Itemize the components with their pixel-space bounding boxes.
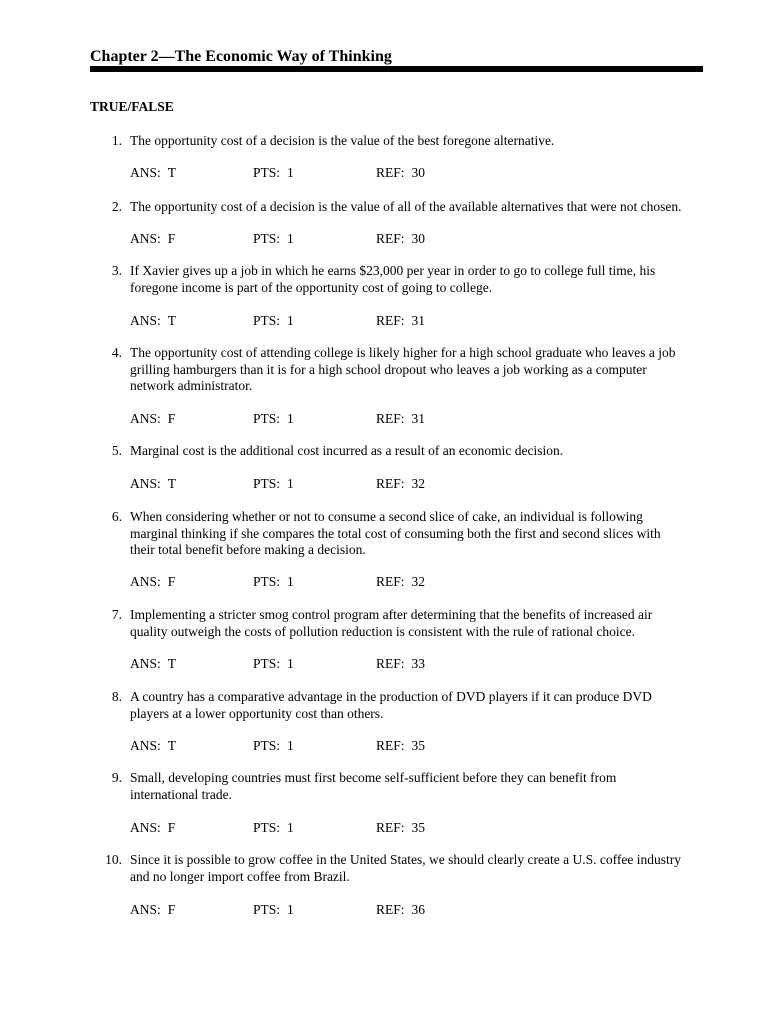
answer-value: F (167, 902, 176, 917)
reference-cell (376, 165, 425, 181)
reference-label: REF: (376, 165, 405, 180)
question-text-line: Small, developing countries must first become self-sufficient before they can benefit from (130, 770, 617, 785)
points-value: 1 (287, 165, 294, 180)
question-number: 5. (111, 443, 122, 458)
points-label: PTS: (253, 656, 281, 671)
question-number: 8. (111, 689, 122, 704)
question-text-line: If Xavier gives up a job in which he earns $23,000 per year in order to go to college full time, his (130, 263, 656, 278)
question-text-line: Implementing a stricter smog control program after determining that the benefits of increased air (130, 607, 653, 622)
answer-value: F (167, 574, 176, 589)
question-number: 1. (111, 133, 122, 148)
answer-value: T (167, 165, 177, 180)
answer-label: ANS: (130, 656, 161, 671)
points-cell (253, 476, 294, 492)
answer-cell (130, 231, 175, 247)
reference-cell (376, 820, 425, 836)
question-text-line: international trade. (130, 786, 232, 802)
question-text (130, 345, 710, 395)
question-number: 10. (105, 852, 122, 867)
points-cell (253, 165, 294, 181)
question-text-line: network administrator. (130, 378, 253, 393)
answer-label: ANS: (130, 231, 161, 246)
question-number: 6. (111, 509, 122, 524)
points-cell (253, 820, 294, 836)
reference-value: 30 (411, 231, 426, 246)
points-label: PTS: (253, 738, 281, 753)
reference-cell (376, 656, 425, 672)
question-text (130, 509, 710, 559)
question-text-line: their total benefit before making a decision. (130, 542, 366, 557)
points-value: 1 (287, 476, 294, 491)
question-text (130, 263, 710, 296)
points-value: 1 (287, 411, 294, 426)
answer-cell (130, 902, 175, 918)
title-rule (90, 66, 703, 72)
answer-cell (130, 738, 176, 754)
reference-label: REF: (376, 656, 405, 671)
points-cell (253, 411, 294, 427)
reference-label: REF: (376, 411, 405, 426)
answer-label: ANS: (130, 411, 161, 426)
answer-label: ANS: (130, 165, 161, 180)
points-label: PTS: (253, 476, 281, 491)
reference-cell (376, 231, 425, 247)
points-label: PTS: (253, 313, 281, 328)
answer-value: F (167, 411, 176, 426)
reference-cell (376, 476, 425, 492)
reference-value: 31 (411, 313, 426, 328)
question-text-line: Since it is possible to grow coffee in the United States, we should clearly create a U.S. coffee industry (130, 852, 681, 867)
section-heading: TRUE/FALSE (90, 99, 174, 114)
question-text-line: and no longer import coffee from Brazil. (130, 868, 350, 884)
points-value: 1 (287, 656, 294, 671)
answer-cell (130, 165, 176, 181)
reference-label: REF: (376, 574, 405, 589)
points-value: 1 (287, 313, 294, 328)
answer-label: ANS: (130, 820, 161, 835)
question-text (130, 852, 710, 885)
reference-cell (376, 738, 425, 754)
points-label: PTS: (253, 411, 281, 426)
points-value: 1 (287, 902, 294, 917)
points-value: 1 (287, 574, 294, 589)
answer-cell (130, 411, 175, 427)
question-text-line: grilling hamburgers than it is for a high school dropout who leaves a job working as a computer (130, 361, 647, 377)
reference-value: 36 (411, 902, 426, 917)
answer-value: T (167, 476, 177, 491)
question-text (130, 443, 710, 460)
reference-label: REF: (376, 902, 405, 917)
reference-cell (376, 574, 425, 590)
points-label: PTS: (253, 902, 281, 917)
question-text-line: When considering whether or not to consume a second slice of cake, an individual is following (130, 509, 643, 524)
reference-label: REF: (376, 231, 405, 246)
question-number: 3. (111, 263, 122, 278)
answer-value: F (167, 820, 176, 835)
question-text (130, 199, 710, 216)
points-cell (253, 231, 294, 247)
question-text-line: quality outweigh the costs of pollution reduction is consistent with the rule of rational choice. (130, 623, 636, 639)
question-text (130, 133, 710, 150)
answer-label: ANS: (130, 738, 161, 753)
reference-cell (376, 411, 425, 427)
question-text-line: marginal thinking if she compares the total cost of consuming both the first and second slices with (130, 525, 661, 541)
answer-label: ANS: (130, 313, 161, 328)
answer-value: T (167, 738, 177, 753)
answer-label: ANS: (130, 574, 161, 589)
answer-cell (130, 656, 176, 672)
question-number: 4. (111, 345, 122, 360)
reference-value: 30 (411, 165, 426, 180)
question-text-line: The opportunity cost of attending college is likely higher for a high school graduate who leaves a job (130, 345, 676, 360)
points-label: PTS: (253, 231, 281, 246)
question-text (130, 607, 710, 640)
reference-value: 32 (411, 476, 426, 491)
question-text (130, 689, 710, 722)
points-label: PTS: (253, 574, 281, 589)
reference-value: 35 (411, 820, 426, 835)
points-label: PTS: (253, 820, 281, 835)
question-number: 2. (111, 199, 122, 214)
question-text-line: players at a lower opportunity cost than others. (130, 705, 384, 721)
answer-value: F (167, 231, 176, 246)
question-text-line: The opportunity cost of a decision is the value of all of the available alternatives that were not chosen. (130, 199, 682, 214)
answer-value: T (167, 656, 177, 671)
points-cell (253, 574, 294, 590)
reference-value: 32 (411, 574, 426, 589)
question-text-line: The opportunity cost of a decision is the value of the best foregone alternative. (130, 133, 555, 148)
reference-label: REF: (376, 476, 405, 491)
points-value: 1 (287, 231, 294, 246)
reference-value: 35 (411, 738, 426, 753)
reference-cell (376, 313, 425, 329)
question-number: 9. (111, 770, 122, 785)
reference-value: 33 (411, 656, 426, 671)
reference-value: 31 (411, 411, 426, 426)
points-value: 1 (287, 738, 294, 753)
answer-label: ANS: (130, 902, 161, 917)
question-text-line: Marginal cost is the additional cost incurred as a result of an economic decision. (130, 443, 564, 458)
answer-cell (130, 574, 175, 590)
answer-label: ANS: (130, 476, 161, 491)
points-cell (253, 738, 294, 754)
reference-label: REF: (376, 738, 405, 753)
reference-label: REF: (376, 313, 405, 328)
chapter-title: Chapter 2—The Economic Way of Thinking (90, 48, 392, 65)
answer-cell (130, 313, 176, 329)
answer-cell (130, 820, 175, 836)
question-text-line: foregone income is part of the opportunity cost of going to college. (130, 279, 493, 295)
points-cell (253, 656, 294, 672)
question-text (130, 770, 710, 803)
points-label: PTS: (253, 165, 281, 180)
answer-cell (130, 476, 176, 492)
question-number: 7. (111, 607, 122, 622)
points-cell (253, 313, 294, 329)
question-text-line: A country has a comparative advantage in the production of DVD players if it can produce DVD (130, 689, 652, 704)
points-value: 1 (287, 820, 294, 835)
answer-value: T (167, 313, 177, 328)
reference-cell (376, 902, 425, 918)
points-cell (253, 902, 294, 918)
reference-label: REF: (376, 820, 405, 835)
